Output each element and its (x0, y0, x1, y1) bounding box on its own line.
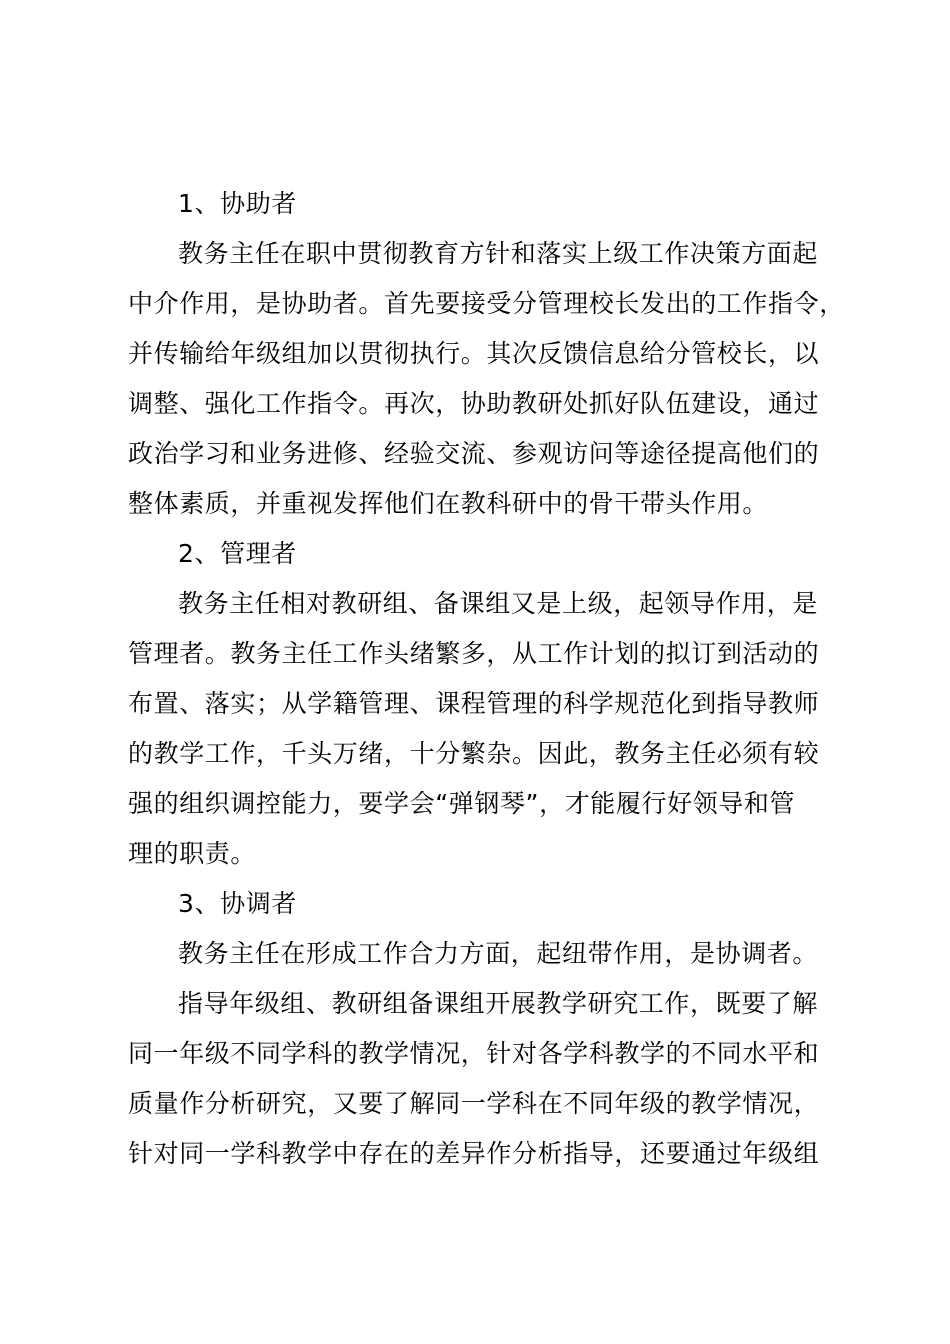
paragraph-line: 并传输给年级组加以贯彻执行。其次反馈信息给分管校长，以 (128, 339, 820, 368)
paragraph-line: 管理者。教务主任工作头绪繁多，从工作计划的拟订到活动的 (128, 639, 820, 668)
paragraph-line: 教务主任在职中贯彻教育方针和落实上级工作决策方面起 (178, 239, 819, 268)
section-heading-2: 2、管理者 (178, 539, 297, 568)
paragraph-line: 调整、强化工作指令。再次，协助教研处抓好队伍建设，通过 (128, 389, 820, 418)
paragraph-line: 同一年级不同学科的教学情况，针对各学科教学的不同水平和 (128, 1039, 820, 1068)
paragraph-line: 整体素质，并重视发挥他们在教科研中的骨干带头作用。 (128, 489, 769, 518)
paragraph-line: 针对同一学科教学中存在的差异作分析指导，还要通过年级组 (128, 1139, 820, 1168)
section-heading-1: 1、协助者 (178, 189, 297, 218)
section-heading-3: 3、协调者 (178, 889, 297, 918)
paragraph-line: 中介作用，是协助者。首先要接受分管理校长发出的工作指令， (128, 289, 845, 318)
paragraph-line: 指导年级组、教研组备课组开展教学研究工作，既要了解 (178, 989, 819, 1018)
paragraph-line: 教务主任在形成工作合力方面，起纽带作用，是协调者。 (178, 939, 819, 968)
paragraph-line: 教务主任相对教研组、备课组又是上级，起领导作用，是 (178, 589, 819, 618)
paragraph-line: 强的组织调控能力，要学会“弹钢琴”，才能履行好领导和管 (128, 789, 796, 818)
paragraph-line: 质量作分析研究，又要了解同一学科在不同年级的教学情况， (128, 1089, 820, 1118)
paragraph-line: 的教学工作，千头万绪，十分繁杂。因此，教务主任必须有较 (128, 739, 820, 768)
paragraph-line: 布置、落实；从学籍管理、课程管理的科学规范化到指导教师 (128, 689, 820, 718)
paragraph-line: 理的职责。 (128, 839, 257, 868)
paragraph-line: 政治学习和业务进修、经验交流、参观访问等途径提高他们的 (128, 439, 820, 468)
